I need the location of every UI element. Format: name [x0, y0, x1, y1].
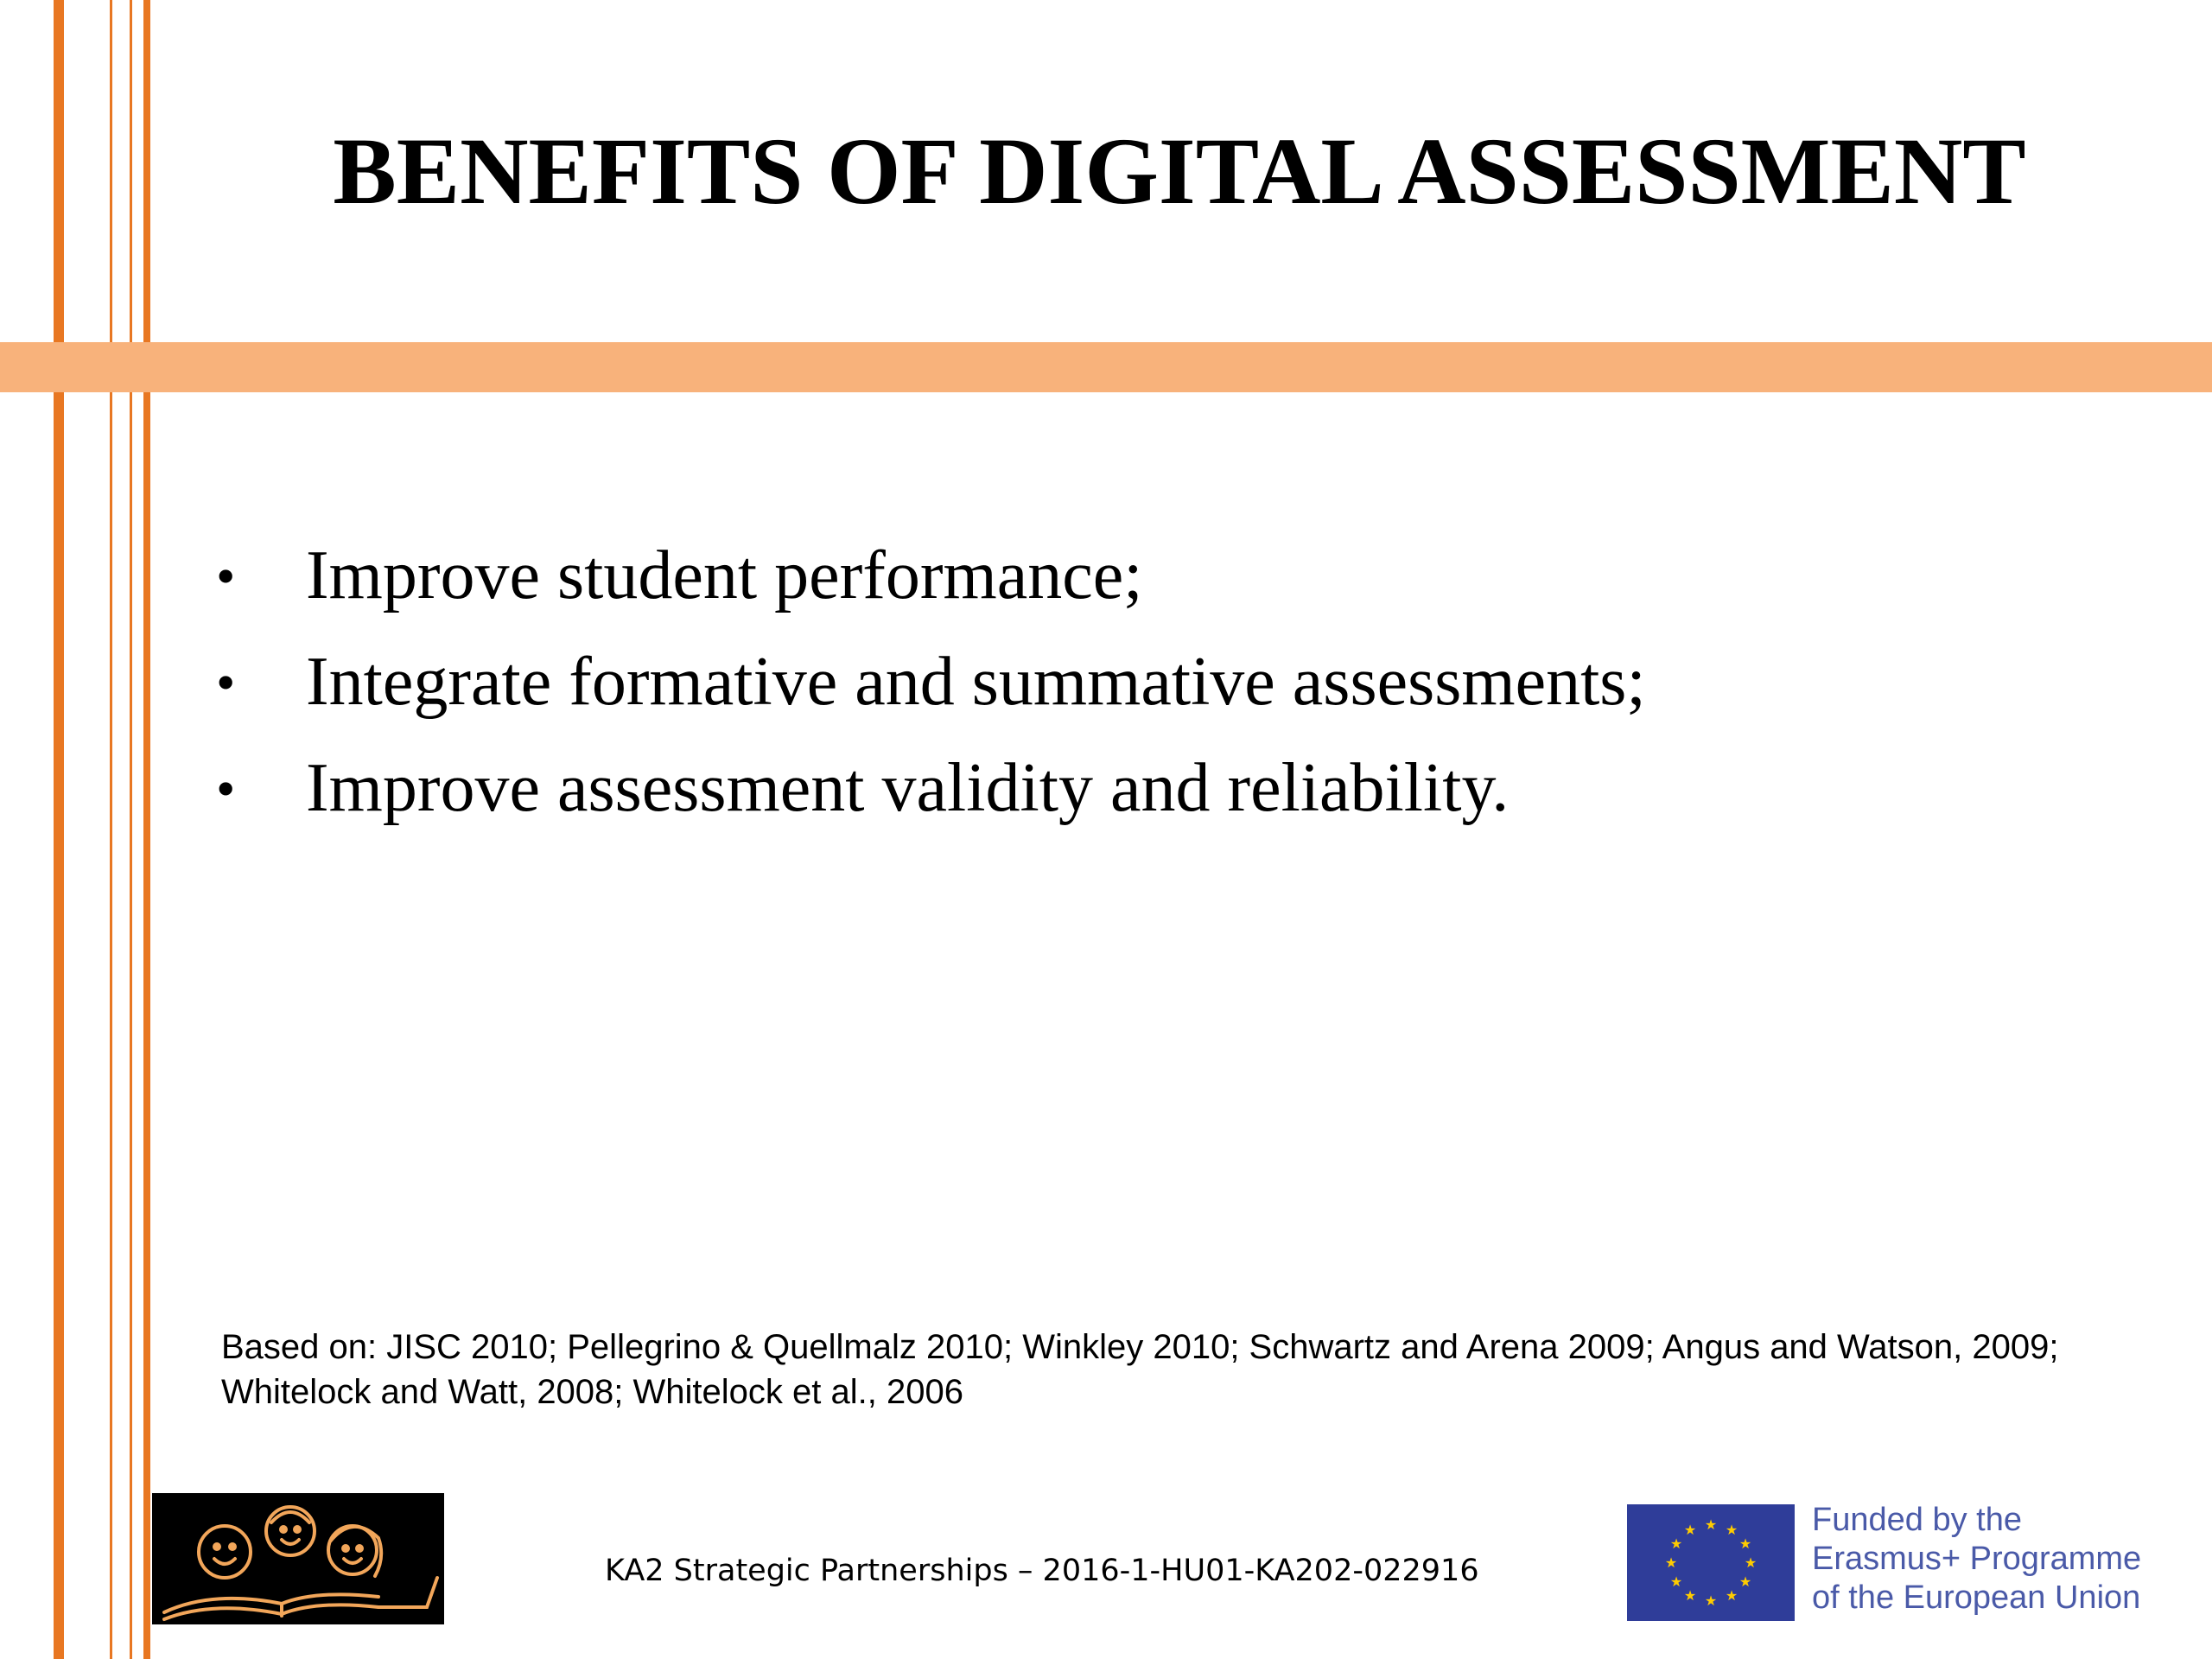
svg-text:★: ★	[1683, 1587, 1697, 1604]
slide-title: BENEFITS OF DIGITAL ASSESSMENT	[333, 118, 2026, 224]
eu-funding-line: Funded by the	[1812, 1502, 2022, 1538]
bullet-text: Improve student performance;	[306, 537, 1143, 613]
decorative-vertical-line	[110, 0, 112, 1659]
svg-text:★: ★	[1738, 1573, 1752, 1590]
bullet-item	[216, 523, 1646, 629]
eu-flag-icon	[1627, 1504, 1795, 1621]
bullet-item	[216, 735, 1646, 842]
citation-text: Based on: JISC 2010; Pellegrino & Quellmalz 2010; Winkley 2010; Schwartz and Arena 2009; Angus and Watson, 2009; Whitelock and Watt, 2008; Whitelock et al., 2006	[221, 1328, 2059, 1411]
eu-funding-line: of the European Union	[1812, 1580, 2141, 1616]
svg-text:★: ★	[1725, 1522, 1738, 1538]
svg-text:★: ★	[1738, 1535, 1752, 1552]
svg-text:★: ★	[1669, 1535, 1683, 1552]
project-reference: KA2 Strategic Partnerships – 2016-1-HU01-KA202-022916	[605, 1554, 1479, 1588]
eu-funding-statement	[1812, 1501, 2141, 1618]
bullet-list	[216, 523, 1646, 842]
decorative-horizontal-band	[0, 342, 2212, 392]
bullet-text: Integrate formative and summative assessments;	[306, 644, 1646, 720]
bullet-text: Improve assessment validity and reliability.	[306, 750, 1510, 826]
svg-text:★: ★	[1725, 1587, 1738, 1604]
smiling-faces-reading-book-icon	[152, 1493, 444, 1624]
bullet-item	[216, 629, 1646, 735]
decorative-vertical-line	[143, 0, 150, 1659]
svg-text:★: ★	[1664, 1554, 1678, 1571]
bullet-icon: •	[216, 545, 236, 607]
svg-text:★: ★	[1683, 1522, 1697, 1538]
decorative-vertical-line	[130, 0, 132, 1659]
svg-text:★: ★	[1669, 1573, 1683, 1590]
bullet-icon: •	[216, 652, 236, 713]
project-logo	[152, 1493, 444, 1624]
svg-text:★: ★	[1704, 1592, 1718, 1609]
eu-funding-line: Erasmus+ Programme	[1812, 1541, 2142, 1577]
decorative-vertical-line	[54, 0, 64, 1659]
bullet-icon: •	[216, 758, 236, 819]
svg-text:★: ★	[1704, 1516, 1718, 1533]
svg-text:★: ★	[1744, 1554, 1758, 1571]
